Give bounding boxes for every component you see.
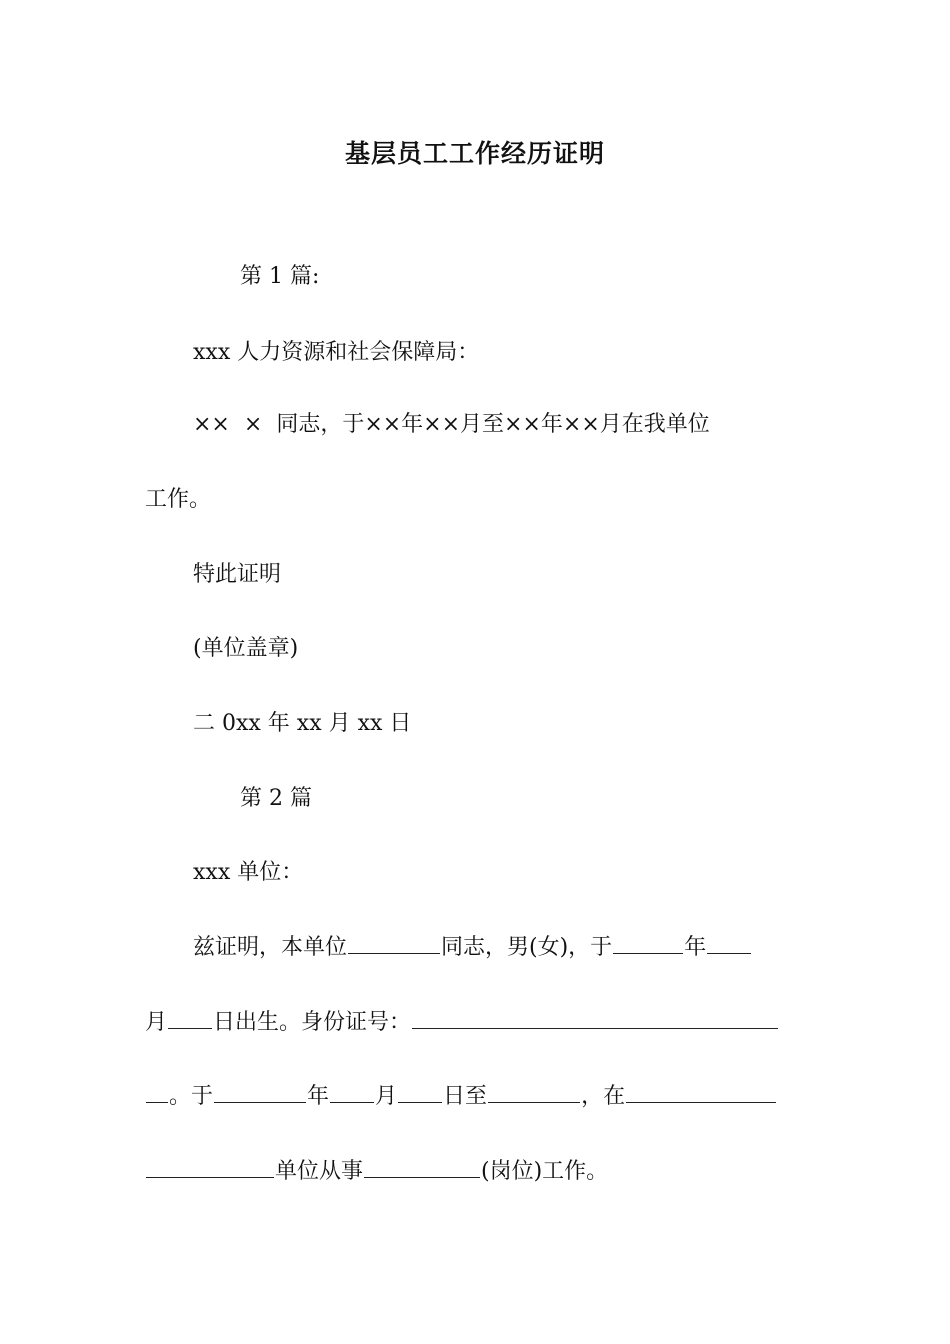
article1-date: 二 0xx 年 xx 月 xx 日 — [193, 711, 412, 736]
text-segment: 年 — [307, 1084, 330, 1109]
article1-body-line1 — [193, 410, 710, 440]
article1-seal: (单位盖章) — [193, 636, 299, 661]
text-segment: 年 — [684, 935, 707, 960]
text-segment: 月 — [375, 1084, 398, 1109]
text-segment: 日至 — [443, 1084, 488, 1109]
article1-body-name-part2: × — [243, 412, 263, 437]
article1-addressee: xxx 人力资源和社会保障局： — [193, 340, 480, 365]
text-segment: 单位从事 — [275, 1159, 364, 1184]
article1-heading: 第 1 篇: — [240, 264, 320, 289]
document-title: 基层员工工作经历证明 — [344, 139, 605, 168]
position-blank — [364, 1157, 480, 1178]
birth-month-blank — [707, 933, 751, 954]
text-segment: 同志，男(女)，于 — [441, 935, 613, 960]
birth-day-blank — [168, 1008, 212, 1029]
start-year-blank — [214, 1082, 306, 1103]
article2-para-line4 — [145, 1157, 608, 1187]
id-number-blank — [412, 1008, 778, 1029]
article1-body-name-part1: ×× — [193, 412, 230, 437]
id-number-blank-cont — [146, 1082, 168, 1103]
text-segment: 。于 — [169, 1084, 214, 1109]
employer-blank — [626, 1082, 776, 1103]
article1-closing: 特此证明 — [193, 562, 282, 587]
start-day-blank — [398, 1082, 442, 1103]
birth-year-blank — [613, 933, 683, 954]
employer-blank-cont — [146, 1157, 274, 1178]
start-month-blank — [330, 1082, 374, 1103]
article1-body-line2: 工作。 — [145, 487, 212, 512]
text-segment: ，在 — [581, 1084, 626, 1109]
text-segment: 月 — [145, 1010, 168, 1035]
text-segment: (岗位)工作。 — [481, 1159, 609, 1184]
article2-addressee: xxx 单位： — [193, 860, 304, 885]
name-blank — [348, 933, 440, 954]
end-date-blank — [488, 1082, 580, 1103]
article2-heading: 第 2 篇 — [240, 786, 312, 811]
text-segment: 兹证明，本单位 — [193, 935, 348, 960]
article2-para-line1 — [193, 933, 752, 963]
article1-body-text: 同志，于××年××月至××年××月在我单位 — [276, 412, 710, 437]
article2-para-line3 — [145, 1082, 777, 1112]
text-segment: 日出生。身份证号： — [213, 1010, 412, 1035]
article2-para-line2 — [145, 1008, 779, 1038]
